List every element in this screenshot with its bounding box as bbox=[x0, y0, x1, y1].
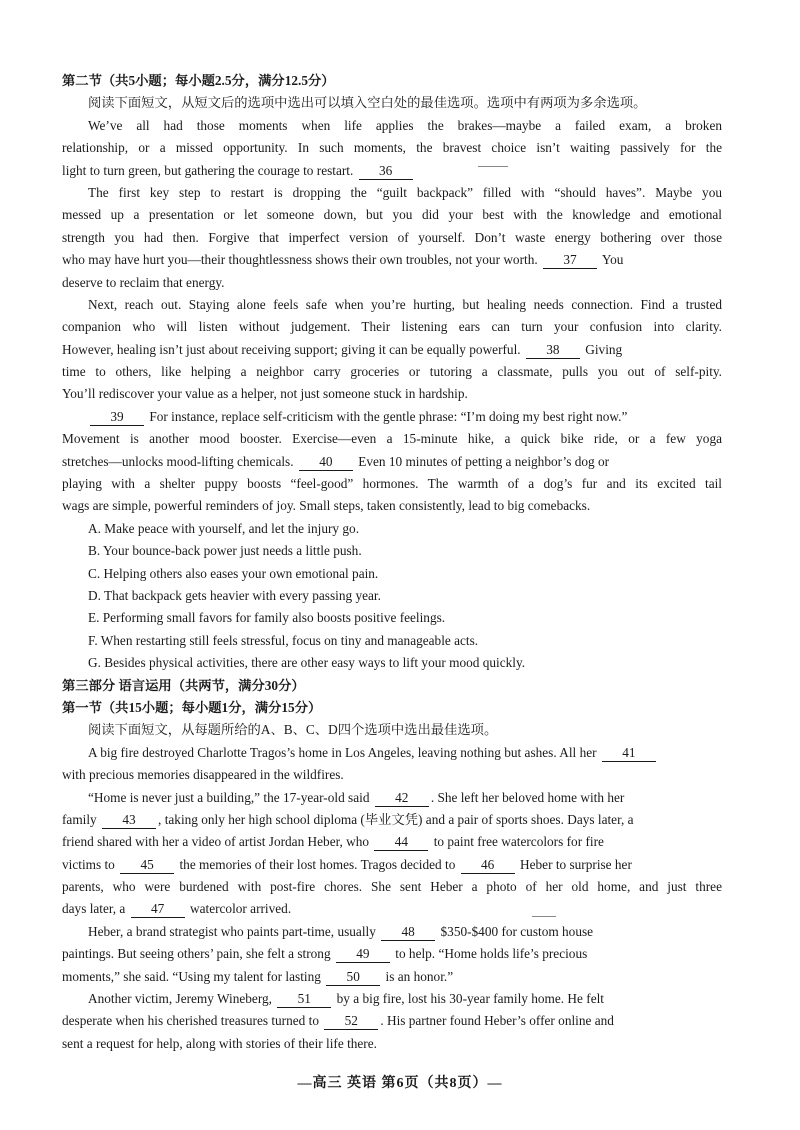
section-header: 第一节（共15小题；每小题1分，满分15分） bbox=[62, 699, 322, 715]
paragraph-line: relationship, or a missed opportunity. In such moments, the bravest choice isn’t waiting passively for the bbox=[62, 140, 722, 156]
paragraph-line: sent a request for help, along with stories of their life there. bbox=[62, 1035, 377, 1051]
blank-42: 42 bbox=[375, 790, 429, 807]
blank-51: 51 bbox=[277, 991, 331, 1008]
blank-39: 39 bbox=[90, 409, 144, 426]
paragraph-line: We’ve all had those moments when life applies the brakes—maybe a failed exam, a broken bbox=[88, 117, 722, 133]
text-span: Another victim, Jeremy Wineberg, bbox=[88, 991, 272, 1007]
text-span: Heber, a brand strategist who paints part-time, usually bbox=[88, 923, 376, 939]
text-span: stretches—unlocks mood-lifting chemicals. bbox=[62, 453, 294, 469]
text-span: paintings. But seeing others’ pain, she felt a strong bbox=[62, 946, 331, 962]
blank-52: 52 bbox=[324, 1013, 378, 1030]
blank-40: 40 bbox=[299, 454, 353, 471]
blank-48: 48 bbox=[381, 924, 435, 941]
text-span: However, healing isn’t just about receiving support; giving it can be equally powerful. bbox=[62, 341, 521, 357]
option-a: A. Make peace with yourself, and let the injury go. bbox=[88, 520, 360, 536]
paragraph-line bbox=[62, 854, 722, 876]
instruction: 阅读下面短文，从短文后的选项中选出可以填入空白处的最佳选项。选项中有两项为多余选项。 bbox=[88, 95, 647, 111]
blank-44: 44 bbox=[374, 834, 428, 851]
paragraph-line: deserve to reclaim that energy. bbox=[62, 274, 225, 290]
blank-50: 50 bbox=[326, 969, 380, 986]
blank-46: 46 bbox=[461, 857, 515, 874]
text-span: the memories of their lost homes. Tragos decided to bbox=[179, 856, 456, 872]
blank-37: 37 bbox=[543, 252, 597, 269]
text-span: . His partner found Heber’s offer online and bbox=[380, 1013, 614, 1029]
paragraph-line bbox=[62, 966, 722, 988]
blank-47: 47 bbox=[131, 901, 185, 918]
text-span: , taking only her high school diploma (毕业文凭) and a pair of sports shoes. Days later, a bbox=[158, 811, 634, 827]
text-span: family bbox=[62, 811, 97, 827]
text-span: . She left her beloved home with her bbox=[430, 789, 625, 805]
text-span: by a big fire, lost his 30-year family home. He felt bbox=[336, 991, 604, 1007]
blank-41: 41 bbox=[602, 745, 656, 762]
option-f: F. When restarting still feels stressful, focus on tiny and manageable acts. bbox=[88, 632, 479, 648]
option-b: B. Your bounce-back power just needs a little push. bbox=[88, 543, 362, 559]
text-span: A big fire destroyed Charlotte Tragos’s home in Los Angeles, leaving nothing but ashes. All her bbox=[88, 744, 597, 760]
instruction: 阅读下面短文，从每题所给的A、B、C、D四个选项中选出最佳选项。 bbox=[88, 722, 498, 738]
paragraph-line bbox=[62, 249, 722, 271]
page-footer: —高三 英语 第6页（共8页）— bbox=[297, 1076, 503, 1091]
text-span: who may have hurt you—their thoughtlessness shows their own troubles, not your worth. bbox=[62, 252, 538, 268]
text-span: desperate when his cherished treasures turned to bbox=[62, 1013, 319, 1029]
paragraph-line bbox=[62, 943, 722, 965]
option-d: D. That backpack gets heavier with every passing year. bbox=[88, 587, 381, 603]
paragraph-line: You’ll rediscover your value as a helper, not just someone stuck in hardship. bbox=[62, 386, 468, 402]
paragraph-line: Next, reach out. Staying alone feels safe when you’re hurting, but healing needs connection. Find a trusted bbox=[88, 296, 722, 312]
paragraph-line bbox=[62, 339, 722, 361]
blank-49: 49 bbox=[336, 946, 390, 963]
text-span: $350-$400 for custom house bbox=[440, 923, 594, 939]
text-span: is an honor.” bbox=[385, 968, 454, 984]
option-g: G. Besides physical activities, there are other easy ways to lift your mood quickly. bbox=[88, 655, 526, 671]
paragraph-line: time to others, like helping a neighbor carry groceries or tutoring a classmate, pulls you out of self-pity. bbox=[62, 364, 722, 380]
paragraph-line bbox=[62, 406, 722, 428]
text-span: Heber to surprise her bbox=[520, 856, 632, 872]
part-header: 第三部分 语言运用（共两节，满分30分） bbox=[62, 677, 305, 693]
paragraph-line bbox=[62, 787, 722, 809]
paragraph-line bbox=[62, 1010, 722, 1032]
text-span: watercolor arrived. bbox=[190, 901, 292, 917]
section-header: 第二节（共5小题；每小题2.5分，满分12.5分） bbox=[62, 73, 335, 88]
text-span: For instance, replace self-criticism with the gentle phrase: “I’m doing my best right now.” bbox=[149, 408, 628, 424]
paragraph-line: playing with a shelter puppy boosts “feel-good” hormones. The warmth of a dog’s fur and its excited tail bbox=[62, 476, 722, 492]
text-span: victims to bbox=[62, 856, 115, 872]
paragraph-line bbox=[62, 898, 722, 920]
paragraph-line bbox=[62, 831, 722, 853]
paragraph-line bbox=[62, 451, 722, 473]
paragraph-line: parents, who were burdened with post-fire chores. She sent Heber a photo of her old home, and just three bbox=[62, 879, 722, 895]
blank-38: 38 bbox=[526, 342, 580, 359]
text-span: light to turn green, but gathering the courage to restart. bbox=[62, 162, 354, 178]
paragraph-line: with precious memories disappeared in the wildfires. bbox=[62, 767, 344, 783]
option-e: E. Performing small favors for family also boosts positive feelings. bbox=[88, 610, 446, 626]
paragraph-line: strength you had then. Forgive that imperfect version of yourself. Don’t waste energy bothering over those bbox=[62, 229, 722, 245]
paragraph-line: The first key step to restart is dropping the “guilt backpack” filled with “should haves”. Maybe you bbox=[88, 184, 722, 200]
text-span: You bbox=[601, 252, 624, 268]
option-c: C. Helping others also eases your own emotional pain. bbox=[88, 565, 379, 581]
text-span: friend shared with her a video of artist Jordan Heber, who bbox=[62, 834, 370, 850]
text-span: to paint free watercolors for fire bbox=[433, 834, 604, 850]
text-span: Even 10 minutes of petting a neighbor’s dog or bbox=[358, 453, 610, 469]
paragraph-line bbox=[62, 921, 722, 943]
blank-43: 43 bbox=[102, 812, 156, 829]
text-span: days later, a bbox=[62, 901, 126, 917]
text-span: moments,” she said. “Using my talent for lasting bbox=[62, 968, 321, 984]
paragraph-line: wags are simple, powerful reminders of joy. Small steps, taken consistently, lead to big comebacks. bbox=[62, 498, 591, 514]
paragraph-line bbox=[62, 809, 722, 831]
text-span: to help. “Home holds life’s precious bbox=[395, 946, 588, 962]
blank-36: 36 bbox=[359, 163, 413, 180]
paragraph-line: Movement is another mood booster. Exercise—even a 15-minute hike, a quick bike ride, or a few yoga bbox=[62, 431, 722, 447]
text-span: Giving bbox=[585, 341, 623, 357]
scan-speck bbox=[532, 916, 556, 917]
scan-speck bbox=[478, 166, 508, 167]
paragraph-line bbox=[62, 988, 722, 1010]
paragraph-line bbox=[62, 160, 722, 182]
paragraph-line: messed up a presentation or let someone down, but you did your best with the knowledge and emotional bbox=[62, 207, 722, 223]
page-content bbox=[62, 70, 722, 1055]
paragraph-line: companion who will listen without judgement. Their listening ears can turn your confusion into clarity. bbox=[62, 319, 722, 335]
paragraph-line bbox=[62, 742, 722, 764]
text-span: “Home is never just a building,” the 17-year-old said bbox=[88, 789, 370, 805]
blank-45: 45 bbox=[120, 857, 174, 874]
